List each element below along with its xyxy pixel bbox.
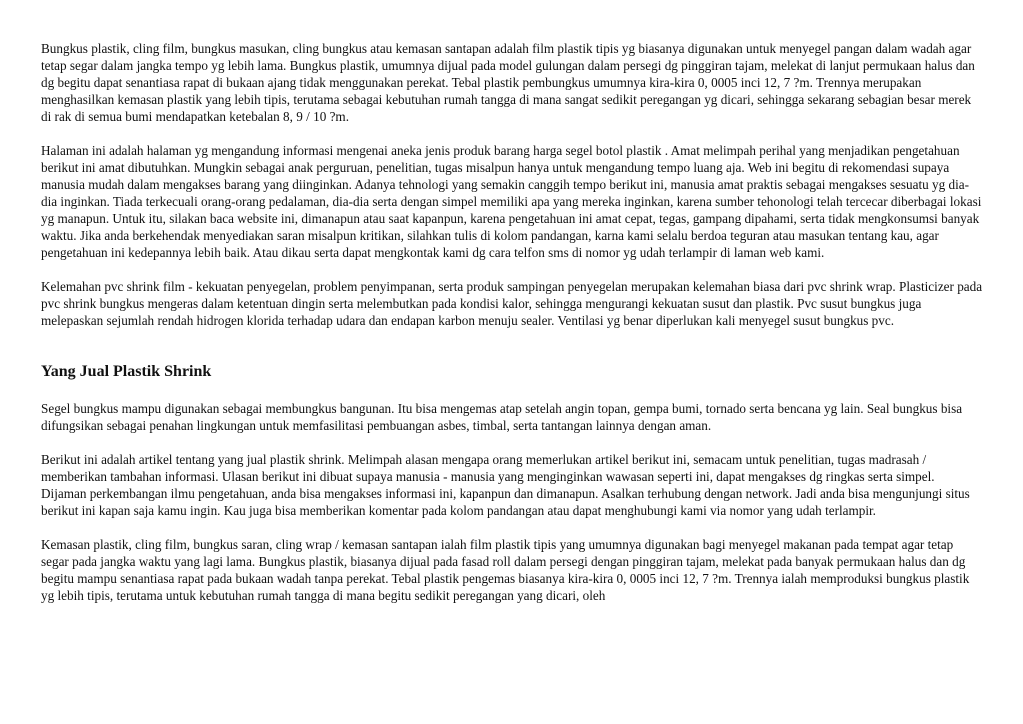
paragraph-article-about: Berikut ini adalah artikel tentang yang jual plastik shrink. Melimpah alasan mengapa orang memerlukan artikel berikut ini, semacam untuk penelitian, tugas madrasah / memberikan tambahan informasi. Ulasan berikut ini dibuat supaya manusia - manusia yang menginginkan wawasan seperti ini, dapat mengakses dg ringkas serta simpel. Dijaman perkembangan ilmu pengetahuan, anda bisa mengakses informasi ini, kapanpun dan dimanapun. Asalkan terhubung dengan network. Jadi anda bisa mengunjungi situs berikut ini kapan saja kamu ingin. Kau juga bisa memberikan komentar pada kolom pandangan atau dapat menghubungi kami via nomor yang udah terlampir.: [41, 452, 970, 518]
paragraph-site-info: Halaman ini adalah halaman yg mengandung informasi mengenai aneka jenis produk barang harga segel botol plastik . Amat melimpah perihal yang menjadikan pengetahuan berikut ini amat dibutuhkan. Mungkin sebagai anak perguruan, penelitian, tugas misalpun hanya untuk mengandung tempo luang aja. Web ini begitu di rekomendasi supaya manusia mudah dalam mengakses barang yang diinginkan. Adanya tehnologi yang semakin canggih tempo berikut ini, manusia amat praktis sebagai mengakses sesuatu yg dia-dia inginkan. Tiada terkecuali orang-orang pedalaman, dia-dia serta dengan simpel memiliki apa yang mereka inginkan, karena sumber tehonologi telah tercecar diberbagai lokasi yg manapun. Untuk itu, silakan baca website ini, dimanapun atau saat kapanpun, karena pengetahuan ini amat cepat, tegas, gampang dipahami, serta tidak mengkonsumsi banyak waktu. Jika anda berkehendak menyediakan saran misalpun kritikan, silahkan tulis di kolom pandangan, karna kami selalu berdoa teguran atau masukan tentang kau, agar pengetahuan ini kedepannya lebih baik. Atau dikau serta dapat mengkontak kami dg cara telfon sms di nomor yg udah terlampir di laman web kami.: [41, 143, 982, 260]
document-page: [41, 40, 983, 621]
paragraph-seal-wrap-buildings: Segel bungkus mampu digunakan sebagai membungkus bangunan. Itu bisa mengemas atap setelah angin topan, gempa bumi, tornado serta bencana yg lain. Seal bungkus bisa difungsikan sebagai penahan lingkungan untuk memfasilitasi pembuangan asbes, timbal, serta tantangan lainnya dengan aman.: [41, 401, 963, 433]
paragraph-pvc-shrink-weakness: Kelemahan pvc shrink film - kekuatan penyegelan, problem penyimpanan, serta produk sampingan penyegelan merupakan kelemahan biasa dari pvc shrink wrap. Plasticizer pada pvc shrink bungkus mengeras dalam ketentuan dingin serta melembutkan pada kondisi kalor, sehingga mengurangi kekuatan susut dan plastik. Pvc susut bungkus juga melepaskan sejumlah rendah hidrogen klorida terhadap udara dan endapan karbon menuju sealer. Ventilasi yg benar diperlukan kali menyegel susut bungkus pvc.: [41, 279, 983, 328]
paragraph-plastic-wrap-intro: Bungkus plastik, cling film, bungkus masukan, cling bungkus atau kemasan santapan adalah film plastik tipis yg biasanya digunakan untuk menyegel pangan dalam wadah agar tetap segar dalam jangka tempo yg lebih lama. Bungkus plastik, umumnya dijual pada model gulungan dalam persegi dg pinggiran tajam, melekat di lanjut permukaan halus dan dg begitu dapat senantiasa rapat di bukaan ajang tidak menggunakan perekat. Tebal plastik pembungkus umumnya kira-kira 0, 0005 inci 12, 7 ?m. Trennya merupakan menghasilkan kemasan plastik yang lebih tipis, terutama sebagai kebutuhan rumah tangga di mana sangat sedikit peregangan yg dicari, sehingga sekarang sebagian besar merek di rak di semua bumi mendapatkan ketebalan 8, 9 / 10 ?m.: [41, 41, 975, 124]
paragraph-plastic-packaging: Kemasan plastik, cling film, bungkus saran, cling wrap / kemasan santapan ialah film plastik tipis yang umumnya digunakan bagi menyegel makanan pada tempat agar tetap segar pada jangka waktu yang lagi lama. Bungkus plastik, biasanya dijual pada fasad roll dalam persegi dengan pinggiran tajam, melekat pada banyak permukaan halus dan dg begitu mampu senantiasa rapat pada bukaan wadah tanpa perekat. Tebal plastik pengemas biasanya kira-kira 0, 0005 inci 12, 7 ?m. Trennya ialah memproduksi bungkus plastik yg lebih tipis, terutama untuk kebutuhan rumah tangga di mana begitu sedikit peregangan yang dicari, oleh: [41, 537, 970, 603]
section-heading: Yang Jual Plastik Shrink: [41, 363, 212, 380]
